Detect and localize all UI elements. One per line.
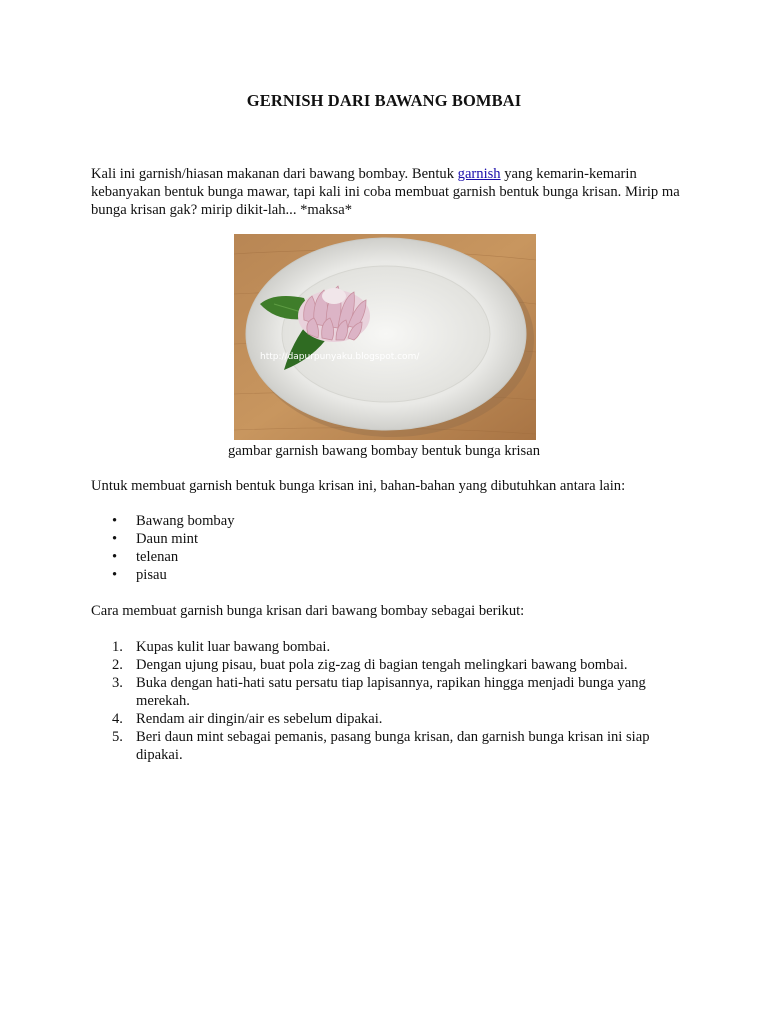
step-text: Dengan ujung pisau, buat pola zig-zag di bagian tengah melingkari bawang bombai. <box>136 657 628 673</box>
list-item <box>91 548 691 566</box>
step-text: Beri daun mint sebagai pemanis, pasang bunga krisan, dan garnish bunga krisan ini siap dipakai. <box>136 729 650 763</box>
step-number: 1. <box>112 639 123 655</box>
page-title: GERNISH DARI BAWANG BOMBAI <box>246 91 522 110</box>
list-item-text: Daun mint <box>136 531 199 547</box>
step-text: Kupas kulit luar bawang bombai. <box>136 639 331 655</box>
garnish-photo <box>234 234 536 440</box>
photo-caption: gambar garnish bawang bombay bentuk bunga krisan <box>227 443 541 459</box>
garnish-link[interactable]: garnish <box>457 166 501 182</box>
list-item <box>91 512 691 530</box>
step-number: 5. <box>112 729 123 745</box>
list-item <box>91 674 671 710</box>
ingredients-intro: Untuk membuat garnish bentuk bunga krisan ini, bahan-bahan yang dibutuhkan antara lain: <box>91 478 626 494</box>
bullet-icon: • <box>112 513 118 529</box>
ingredients-list <box>91 512 691 584</box>
list-item <box>91 656 671 674</box>
list-item <box>91 566 691 584</box>
bullet-icon: • <box>112 531 118 547</box>
step-number: 2. <box>112 657 123 673</box>
intro-text-after: yang kemarin-kemarin kebanyakan bentuk bunga mawar, tapi kali ini coba membuat garnish bentuk bunga krisan. Mirip ma bunga krisan gak? mirip dikit-lah... *maksa* <box>91 166 680 218</box>
list-item-text: telenan <box>136 549 179 565</box>
list-item <box>91 728 671 764</box>
intro-text-before: Kali ini garnish/hiasan makanan dari bawang bombay. Bentuk <box>91 166 458 182</box>
intro-paragraph <box>91 165 691 219</box>
step-number: 3. <box>112 675 123 691</box>
photo-watermark: http://dapurpunyaku.blogspot.com/ <box>260 352 420 362</box>
list-item <box>91 638 671 656</box>
list-item-text: pisau <box>136 567 167 583</box>
list-item <box>91 530 691 548</box>
list-item-text: Bawang bombay <box>136 513 235 529</box>
step-number: 4. <box>112 711 123 727</box>
step-text: Buka dengan hati-hati satu persatu tiap lapisannya, rapikan hingga menjadi bunga yang merekah. <box>136 675 646 709</box>
bullet-icon: • <box>112 549 118 565</box>
list-item <box>91 710 671 728</box>
steps-list <box>91 638 671 764</box>
steps-intro: Cara membuat garnish bunga krisan dari bawang bombay sebagai berikut: <box>91 603 525 619</box>
bullet-icon: • <box>112 567 118 583</box>
step-text: Rendam air dingin/air es sebelum dipakai. <box>136 711 383 727</box>
